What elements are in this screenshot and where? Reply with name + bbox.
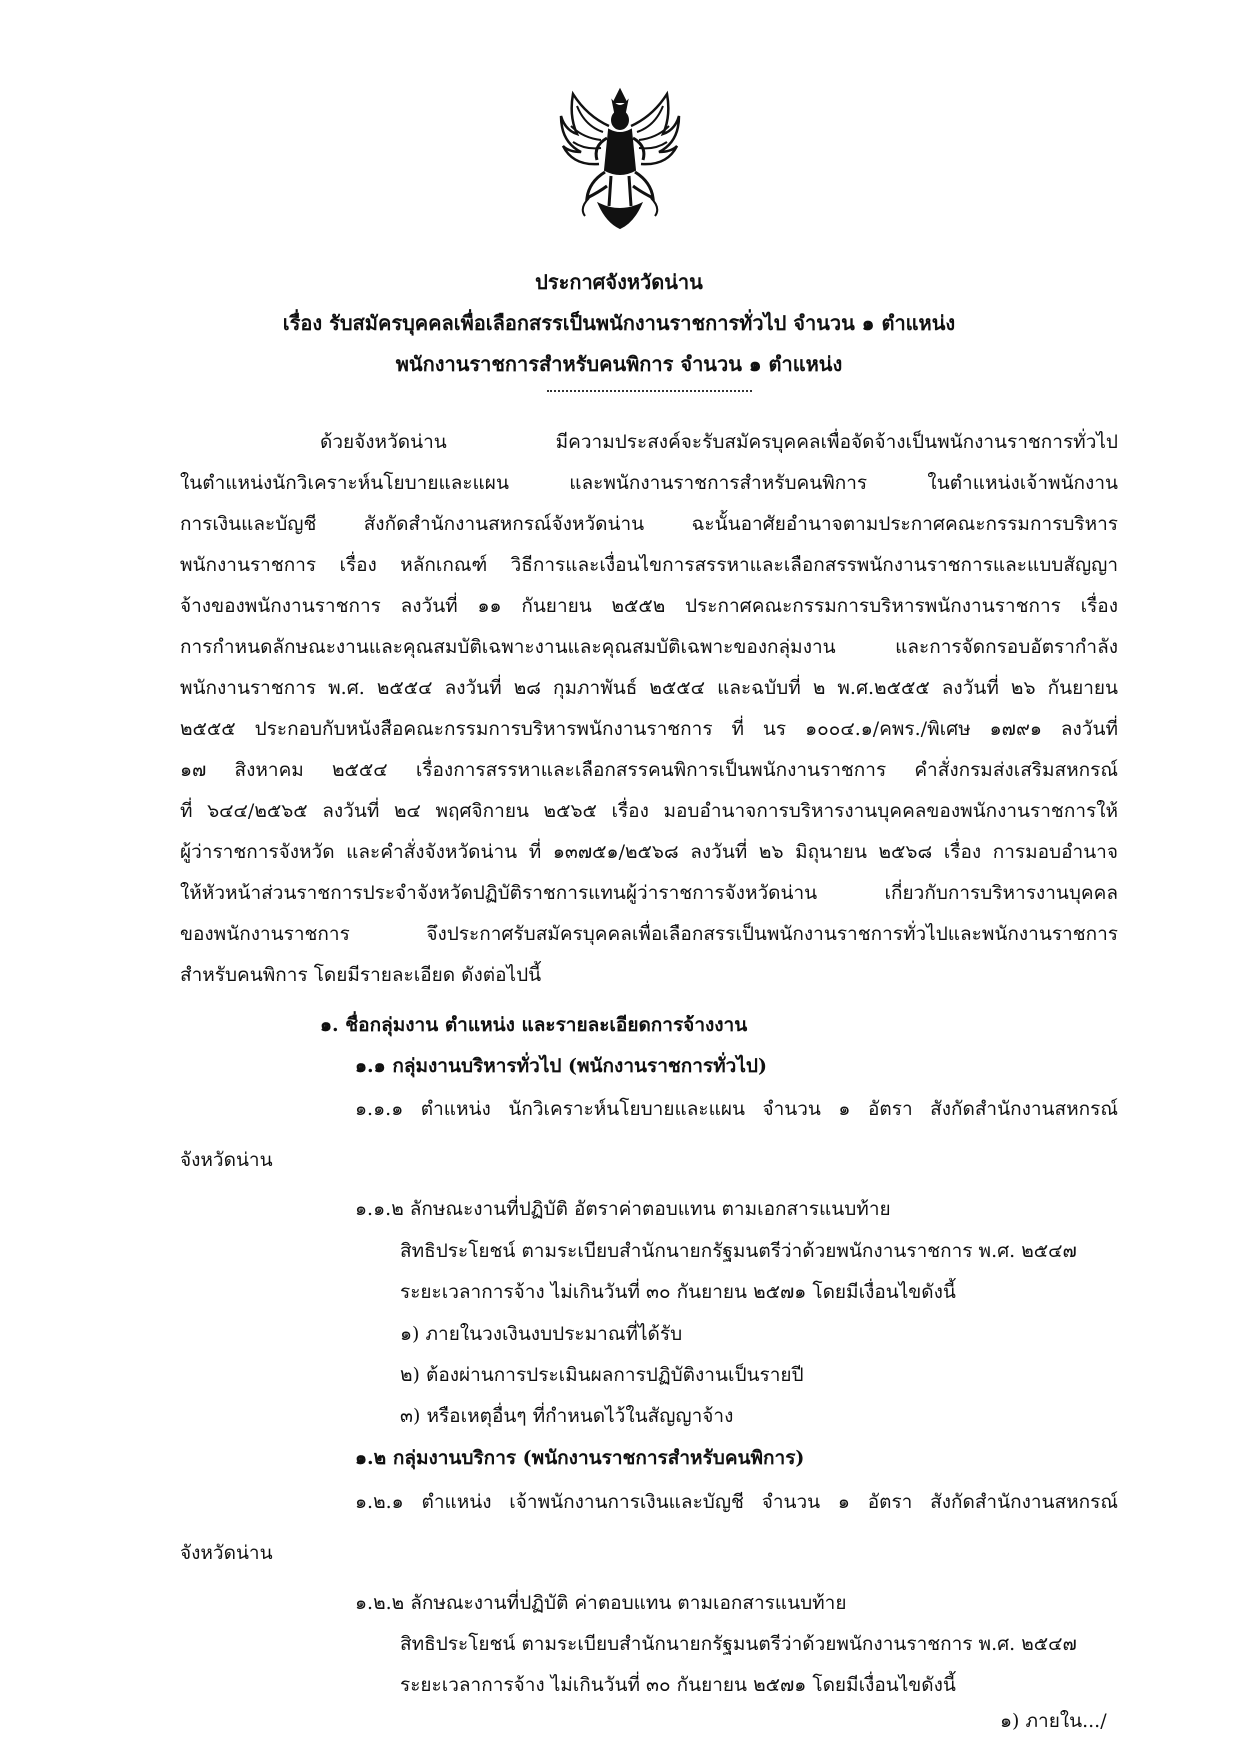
- paragraph-line: การเงินและบัญชี สังกัดสำนักงานสหกรณ์จังหวัดน่าน ฉะนั้นอาศัยอำนาจตามประกาศคณะกรรมการบริหาร: [180, 513, 1118, 535]
- page-continuation-marker: ๑) ภายใน.../: [1000, 1710, 1107, 1732]
- subject-line-continued: พนักงานราชการสำหรับคนพิการ จำนวน ๑ ตำแหน่ง: [395, 352, 843, 376]
- subject-line: เรื่อง รับสมัครบุคคลเพื่อเลือกสรรเป็นพนักงานราชการทั่วไป จำนวน ๑ ตำแหน่ง: [282, 311, 956, 335]
- section-1-1-1-continued: จังหวัดน่าน: [180, 1149, 273, 1171]
- condition-1: ๑) ภายในวงเงินงบประมาณที่ได้รับ: [400, 1323, 683, 1345]
- paragraph-line: ในตำแหน่งนักวิเคราะห์นโยบายและแผน และพนักงานราชการสำหรับคนพิการ ในตำแหน่งเจ้าพนักงาน: [180, 472, 1118, 494]
- section-1-1-heading: ๑.๑ กลุ่มงานบริหารทั่วไป (พนักงานราชการทั่วไป): [355, 1055, 767, 1077]
- section-1-2-2-benefits: สิทธิประโยชน์ ตามระเบียบสำนักนายกรัฐมนตรีว่าด้วยพนักงานราชการ พ.ศ. ๒๕๔๗: [400, 1633, 1077, 1655]
- condition-3: ๓) หรือเหตุอื่นๆ ที่กำหนดไว้ในสัญญาจ้าง: [400, 1405, 734, 1427]
- condition-2: ๒) ต้องผ่านการประเมินผลการปฏิบัติงานเป็นรายปี: [400, 1364, 804, 1386]
- title-divider: [547, 390, 752, 392]
- paragraph-line: พนักงานราชการ พ.ศ. ๒๕๕๔ ลงวันที่ ๒๘ กุมภาพันธ์ ๒๕๕๔ และฉบับที่ ๒ พ.ศ.๒๕๕๕ ลงวันที่ ๒๖ กันยายน: [180, 677, 1118, 699]
- paragraph-line: ด้วยจังหวัดน่าน มีความประสงค์จะรับสมัครบุคคลเพื่อจัดจ้างเป็นพนักงานราชการทั่วไป: [320, 431, 1118, 453]
- section-1-1-2-period: ระยะเวลาการจ้าง ไม่เกินวันที่ ๓๐ กันยายน ๒๕๗๑ โดยมีเงื่อนไขดังนี้: [400, 1281, 956, 1303]
- paragraph-line: การกำหนดลักษณะงานและคุณสมบัติเฉพาะงานและคุณสมบัติเฉพาะของกลุ่มงาน และการจัดกรอบอัตรากำลัง: [180, 636, 1118, 658]
- section-1-1-2-duties: ๑.๑.๒ ลักษณะงานที่ปฏิบัติ อัตราค่าตอบแทน ตามเอกสารแนบท้าย: [355, 1198, 891, 1220]
- paragraph-line: ผู้ว่าราชการจังหวัด และคำสั่งจังหวัดน่าน ที่ ๑๓๗๕๑/๒๕๖๘ ลงวันที่ ๒๖ มิถุนายน ๒๕๖๘ เรื่อง การมอบอำนาจ: [180, 841, 1118, 863]
- document-title: ประกาศจังหวัดน่าน: [535, 270, 703, 294]
- paragraph-line: พนักงานราชการ เรื่อง หลักเกณฑ์ วิธีการและเงื่อนไขการสรรหาและเลือกสรรพนักงานราชการและแบบสัญญา: [180, 554, 1118, 576]
- garuda-emblem-icon: [559, 86, 681, 230]
- paragraph-line: ที่ ๖๔๔/๒๕๖๕ ลงวันที่ ๒๔ พฤศจิกายน ๒๕๖๕ เรื่อง มอบอำนาจการบริหารงานบุคคลของพนักงานราชการให้: [180, 800, 1118, 822]
- paragraph-line: จ้างของพนักงานราชการ ลงวันที่ ๑๑ กันยายน ๒๕๕๒ ประกาศคณะกรรมการบริหารพนักงานราชการ เรื่อง: [180, 595, 1118, 617]
- paragraph-line: สำหรับคนพิการ โดยมีรายละเอียด ดังต่อไปนี้: [180, 964, 542, 986]
- section-1-2-heading: ๑.๒ กลุ่มงานบริการ (พนักงานราชการสำหรับคนพิการ): [355, 1447, 805, 1469]
- section-1-2-2-period: ระยะเวลาการจ้าง ไม่เกินวันที่ ๓๐ กันยายน ๒๕๗๑ โดยมีเงื่อนไขดังนี้: [400, 1674, 956, 1696]
- section-1-2-1-continued: จังหวัดน่าน: [180, 1542, 273, 1564]
- section-1-2-2-duties: ๑.๒.๒ ลักษณะงานที่ปฏิบัติ ค่าตอบแทน ตามเอกสารแนบท้าย: [355, 1592, 847, 1614]
- paragraph-line: ๑๗ สิงหาคม ๒๕๕๔ เรื่องการสรรหาและเลือกสรรคนพิการเป็นพนักงานราชการ คำสั่งกรมส่งเสริมสหกรณ์: [180, 759, 1118, 781]
- paragraph-line: ของพนักงานราชการ จึงประกาศรับสมัครบุคคลเพื่อเลือกสรรเป็นพนักงานราชการทั่วไปและพนักงานราชการ: [180, 923, 1118, 945]
- section-1-1-2-benefits: สิทธิประโยชน์ ตามระเบียบสำนักนายกรัฐมนตรีว่าด้วยพนักงานราชการ พ.ศ. ๒๕๔๗: [400, 1240, 1077, 1262]
- section-1-1-1-position: ๑.๑.๑ ตำแหน่ง นักวิเคราะห์นโยบายและแผน จำนวน ๑ อัตรา สังกัดสำนักงานสหกรณ์: [355, 1098, 1118, 1120]
- paragraph-line: ให้หัวหน้าส่วนราชการประจำจังหวัดปฏิบัติราชการแทนผู้ว่าราชการจังหวัดน่าน เกี่ยวกับการบริหารงานบุคคล: [180, 882, 1118, 904]
- section-1-heading: ๑. ชื่อกลุ่มงาน ตำแหน่ง และรายละเอียดการจ้างงาน: [320, 1014, 748, 1036]
- section-1-2-1-position: ๑.๒.๑ ตำแหน่ง เจ้าพนักงานการเงินและบัญชี จำนวน ๑ อัตรา สังกัดสำนักงานสหกรณ์: [355, 1491, 1118, 1513]
- paragraph-line: ๒๕๕๕ ประกอบกับหนังสือคณะกรรมการบริหารพนักงานราชการ ที่ นร ๑๐๐๔.๑/คพร./พิเศษ ๑๗๙๑ ลงวันที่: [180, 718, 1118, 740]
